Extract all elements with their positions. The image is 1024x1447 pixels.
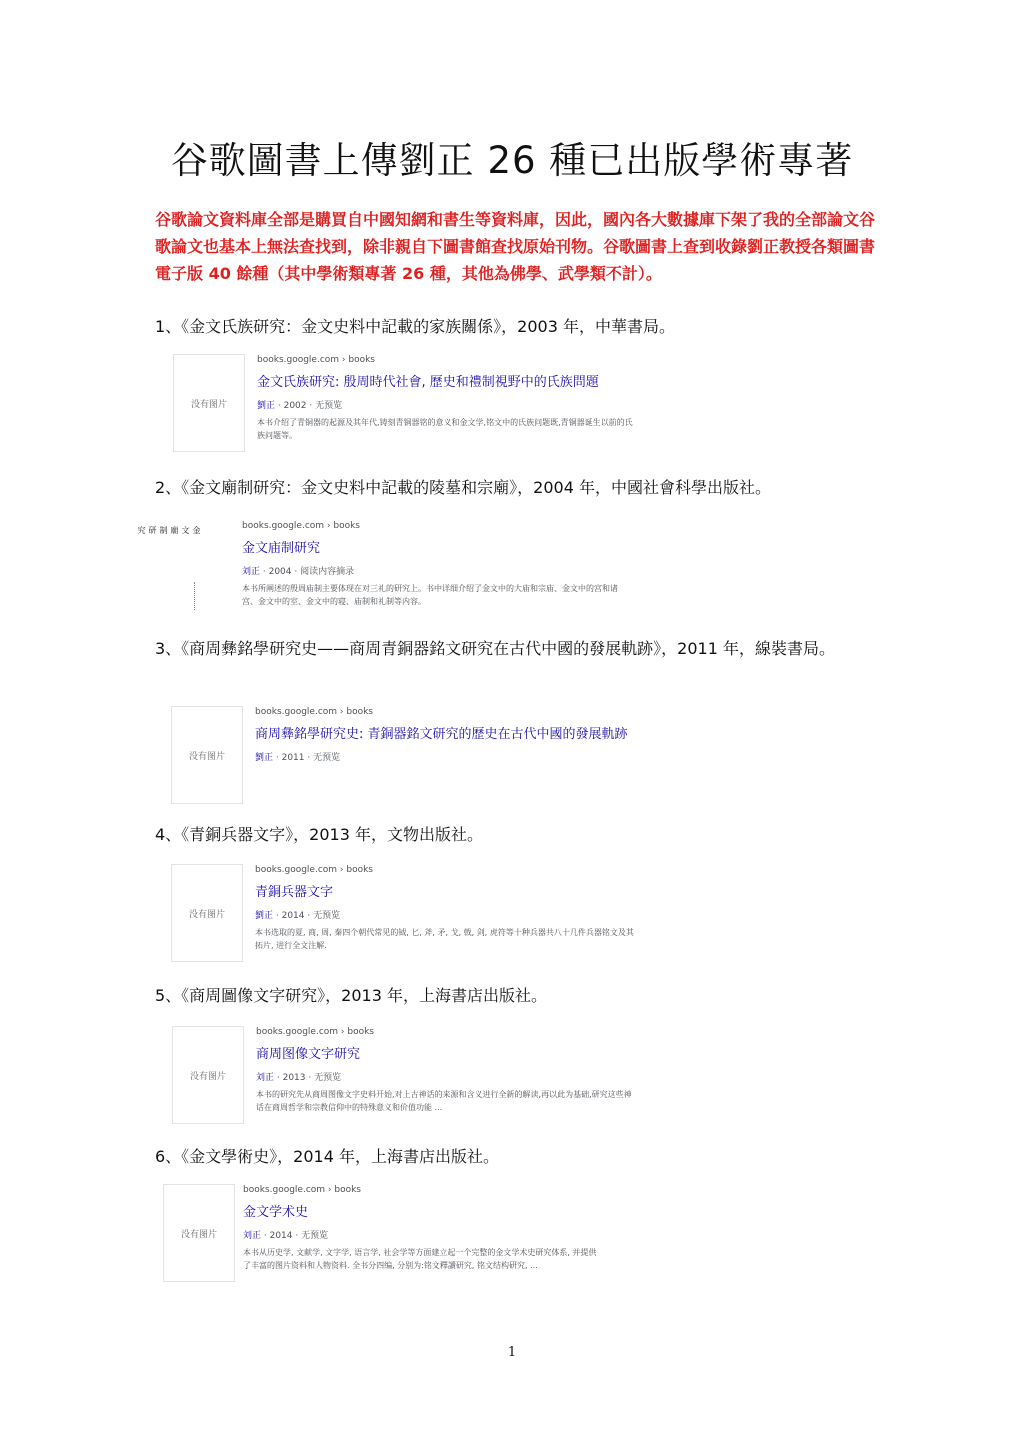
book-title-link[interactable]: 青銅兵器文字 <box>255 885 334 900</box>
book-meta: 刘正 · 2013 · 无预览 <box>256 1073 342 1083</box>
no-image-placeholder: 没有图片 <box>163 1184 235 1282</box>
book-meta: 刘正 · 2014 · 无预览 <box>243 1231 329 1241</box>
book-url[interactable]: books.google.com › books <box>257 355 375 365</box>
author-link[interactable]: 劉正 <box>255 753 274 763</box>
entry-1: 1、《金文氏族研究：金文史料中記載的家族關係》，2003 年，中華書局。 <box>155 317 675 336</box>
book-meta: 劉正 · 2002 · 无预览 <box>257 401 343 411</box>
no-image-placeholder: 没有图片 <box>173 354 245 452</box>
author-link[interactable]: 劉正 <box>255 911 274 921</box>
spine-decoration <box>194 582 203 610</box>
intro-paragraph: 谷歌論文資料庫全部是購買自中國知網和書生等資料庫，因此，國內各大數據庫下架了我的全部論文谷歌論文也基本上無法查找到，除非親自下圖書館查找原始刊物。谷歌圖書上查到收錄劉正教授各類圖書電子版 40 餘種（其中學術類專著 26 種，其他為佛學、武學類不計）。 <box>155 210 876 283</box>
book-description: 本书的研究先从商周图像文字史料开始,对上古神话的来源和含义进行全新的解读,再以此为基础,研究这些神话在商周哲学和宗教信仰中的特殊意义和价值功能 ... <box>256 1090 632 1112</box>
book-url[interactable]: books.google.com › books <box>255 865 373 875</box>
page-title: 谷歌圖書上傳劉正 26 種已出版學術專著 <box>170 139 854 182</box>
book-meta: 刘正 · 2004 · 阅读内容摘录 <box>242 567 355 577</box>
entry-5: 5、《商周圖像文字研究》，2013 年，上海書店出版社。 <box>155 986 547 1005</box>
entry-2: 2、《金文廟制研究：金文史料中記載的陵墓和宗廟》，2004 年，中國社會科學出版社。 <box>155 478 771 497</box>
book-description: 本书从历史学, 文献学, 文字学, 语言学, 社会学等方面建立起一个完整的金文学术史研究体系, 并提供了丰富的图片资料和人物资料. 全书分四编, 分别为:铭文釋讀研究, 铭文结构研究, ... <box>243 1248 597 1270</box>
author-link[interactable]: 刘正 <box>242 567 261 577</box>
author-link[interactable]: 劉正 <box>257 401 276 411</box>
book-url[interactable]: books.google.com › books <box>242 521 360 531</box>
book-url[interactable]: books.google.com › books <box>243 1185 361 1195</box>
entry-3: 3、《商周彝銘學研究史——商周青銅器銘文研究在古代中國的發展軌跡》，2011 年，線裝書局。 <box>155 639 835 658</box>
book-meta: 劉正 · 2014 · 无预览 <box>255 911 341 921</box>
book-url[interactable]: books.google.com › books <box>255 707 373 717</box>
book-title-link[interactable]: 金文庙制研究 <box>242 541 321 556</box>
no-image-placeholder: 没有图片 <box>172 1026 244 1124</box>
book-url[interactable]: books.google.com › books <box>256 1027 374 1037</box>
author-link[interactable]: 刘正 <box>256 1073 275 1083</box>
book-meta: 劉正 · 2011 · 无预览 <box>255 753 341 763</box>
book-description: 本书选取的夏, 商, 周, 秦四个朝代常见的钺, 匕, 斧, 矛, 戈, 戟, 剑, 虎符等十种兵器共八十几件兵器铭文及其拓片, 进行全文注解. <box>255 928 634 950</box>
book-description: 本书介绍了青铜器的起源及其年代,铸刻青铜器铭的意义和金文学,铭文中的氏族问题既,青铜器诞生以前的氏族问题等。 <box>257 418 633 440</box>
entry-4: 4、《青銅兵器文字》，2013 年，文物出版社。 <box>155 825 483 844</box>
book-title-link[interactable]: 金文氏族研究: 殷周時代社會, 歷史和禮制視野中的氏族問題 <box>257 375 599 390</box>
no-image-placeholder: 没有图片 <box>171 706 243 804</box>
book-description: 本书所阐述的殷周庙制主要体现在对三礼的研究上。书中详细介绍了金文中的大庙和宗庙、金文中的宫和诸宫、金文中的室、金文中的寝、庙制和礼制等内容。 <box>242 584 618 606</box>
book-title-link[interactable]: 金文学术史 <box>243 1205 309 1220</box>
entry-6: 6、《金文學術史》，2014 年，上海書店出版社。 <box>155 1147 499 1166</box>
book-title-link[interactable]: 商周图像文字研究 <box>256 1047 361 1062</box>
book-spine-text: 金文廟制研究 <box>137 526 201 534</box>
no-image-placeholder: 没有图片 <box>171 864 243 962</box>
page-number: 1 <box>507 1345 517 1360</box>
author-link[interactable]: 刘正 <box>243 1231 262 1241</box>
book-title-link[interactable]: 商周彝銘學研究史: 青銅器銘文研究的歷史在古代中國的發展軌跡 <box>255 727 628 742</box>
